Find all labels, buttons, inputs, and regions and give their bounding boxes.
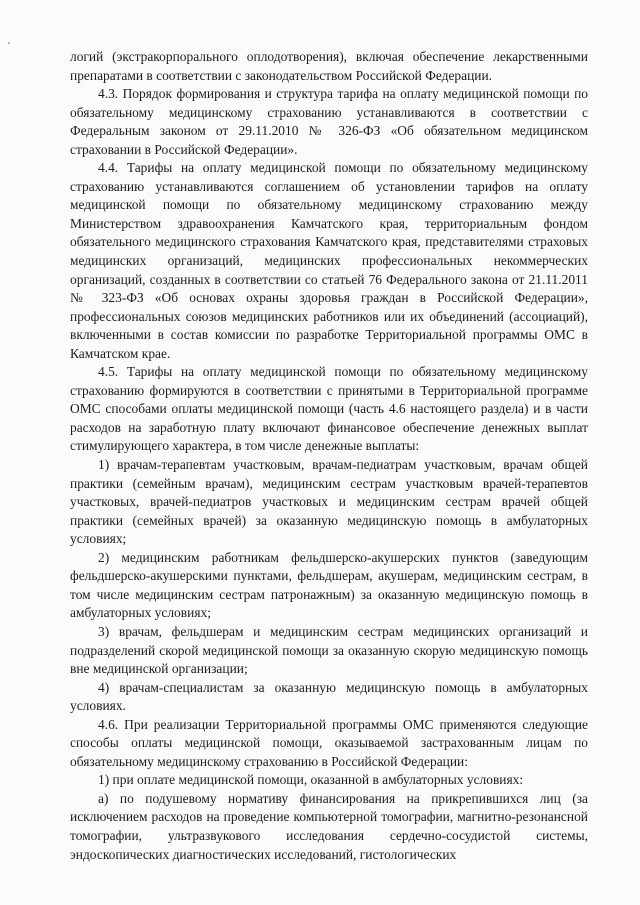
paragraph-4-5: 4.5. Тарифы на оплату медицинской помощи по обязательному медицинскому страхованию формируются в соответствии с принятыми в Территориальной программе ОМС способами оплаты медицинской помощи (часть 4.6 настоящего раздела) и в части расходов на заработную плату включают финансовое обеспечение денежных выплат стимулирующего характера, в том числе денежные выплаты: [70, 364, 588, 454]
subparagraph-1-a: а) по подушевому нормативу финансирования на прикрепившихся лиц (за исключением расходов на проведение компьютерной томографии, магнитно-резонансной томографии, ультразвукового исследования сердечно-сосудистой системы, эндоскопических диагностических исследований, гистологических [70, 790, 588, 862]
subparagraph-1: 1) при оплате медицинской помощи, оказанной в амбулаторных условиях: [98, 772, 524, 788]
list-item-1: 1) врачам-терапевтам участковым, врачам-педиатрам участковым, врачам общей практики (семейным врачам), медицинским сестрам участковым врачей-терапевтов участковых, врачей-педиатров участковых и медицинским сестрам врачей общей практики (семейных врачей) за оказанную медицинскую помощь в амбулаторных условиях; [70, 457, 588, 547]
list-item-3: 3) врачам, фельдшерам и медицинским сестрам медицинских организаций и подразделений скорой медицинской помощи за оказанную скорую медицинскую помощь вне медицинской организации; [70, 623, 588, 677]
paragraph-4-3: 4.3. Порядок формирования и структура тарифа на оплату медицинской помощи по обязательному медицинскому страхованию устанавливаются в соответствии с Федеральным законом от 29.11.2010 № 326-ФЗ «Об обязательном медицинском страховании в Российской Федерации». [70, 86, 588, 157]
paragraph-continuation: логий (экстракорпорального оплодотворения), включая обеспечение лекарственными препаратами в соответствии с законодательством Российской Федерации. [70, 49, 588, 83]
document-body [70, 48, 588, 864]
paragraph-4-4: 4.4. Тарифы на оплату медицинской помощи по обязательному медицинскому страхованию устанавливаются соглашением об установлении тарифов на оплату медицинской помощи по обязательному медицинскому страхованию между Министерством здравоохранения Камчатского края, территориальным фондом обязательного медицинского страхования Камчатского края, представителями страховых медицинских организаций, медицинских профессиональных некоммерческих организаций, созданных в соответствии со статьей 76 Федерального закона от 21.11.2011 № 323-ФЗ «Об основах охраны здоровья граждан в Российской Федерации», профессиональных союзов медицинских работников или их объединений (ассоциаций), включенными в состав комиссии по разработке Территориальной программы ОМС в Камчатском крае. [70, 160, 588, 361]
list-item-4: 4) врачам-специалистам за оказанную медицинскую помощь в амбулаторных условиях. [70, 679, 588, 714]
scan-speck [8, 42, 10, 44]
paragraph-4-6: 4.6. При реализации Территориальной программы ОМС применяются следующие способы оплаты медицинской помощи, оказываемой застрахованным лицам по обязательному медицинскому страхованию в Российской Федерации: [70, 716, 588, 769]
list-item-2: 2) медицинским работникам фельдшерско-акушерских пунктов (заведующим фельдшерско-акушерскими пунктами, фельдшерам, акушерам, медицинским сестрам, в том числе медицинским сестрам патронажным) за оказанную медицинскую помощь в амбулаторных условиях; [70, 549, 588, 621]
